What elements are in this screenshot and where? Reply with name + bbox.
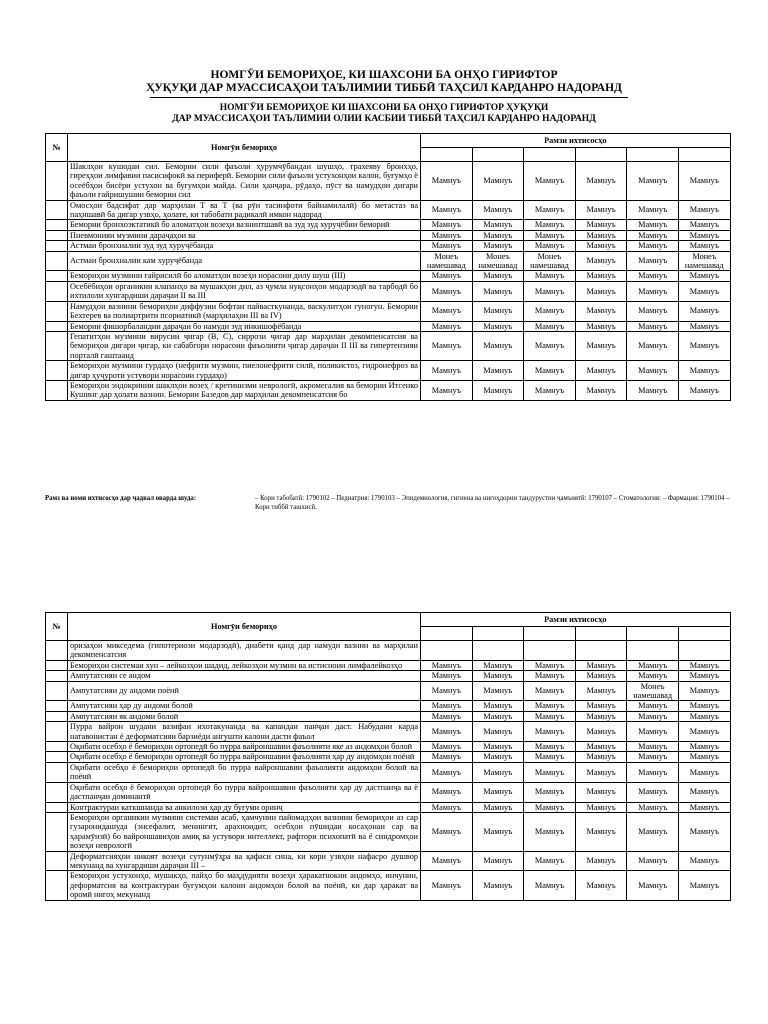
row-number-cell [46, 331, 68, 360]
disease-table-2 [45, 612, 731, 901]
disease-name-cell: Пурра вайрон шудани вазифаи ихотакунанда ва капандаи панҷаи даст. Набудани карда натавонистан ё деформатсияи барзиёди ангушти калони дасти фаъол [68, 722, 421, 742]
row-number-cell [46, 200, 68, 220]
header-disease-name: Номгӯи бемориҳо [68, 134, 421, 162]
table-row [46, 162, 731, 201]
restriction-cell: Мамнуъ [678, 271, 730, 281]
title-line-1: НОМГӮИ БЕМОРИҲОЕ, КИ ШАХСОНИ БА ОНҲО ГИРИФТОР [210, 69, 558, 81]
restriction-cell: Мамнуъ [421, 271, 473, 281]
restriction-cell: Мамнуъ [472, 802, 524, 812]
restriction-cell: Мамнуъ [472, 380, 524, 400]
disease-name-cell: Контрактураи каткшнанда ва анкилози ҳар ду буғуми оринҷ [68, 802, 421, 812]
restriction-cell: Мамнуъ [472, 671, 524, 681]
restriction-cell: Мамнуъ [575, 251, 627, 271]
restriction-cell: Мамнуъ [472, 812, 524, 851]
table-row [46, 851, 731, 871]
table-1-body [46, 162, 731, 401]
restriction-cell: Мамнуъ [575, 681, 627, 701]
restriction-cell: Мамнуъ [575, 782, 627, 802]
table-row [46, 281, 731, 301]
disease-name-cell: Шаклҳои кушодаи сил. Бемории сили фаъоли ҳурумчӯбандаи шушҳо, трахеяву бронхҳо, гиреҳҳои лимфавии пасисифокӣ ва периферӣ. Бемории сили фаъоли устухонҳои калон, буғумҳо ё осеёбҳои бисёри устухон ва буғумҳои майда. Сили ҳанҷара, рӯдаҳо, пӯст ва намудҳои дигари фаъоли ғайришушии бемории сил [68, 162, 421, 201]
disease-name-cell: Бемориҳои музмини ғайрисилӣ бо аломатҳои возеҳи норасоии дилу шуш (III) [68, 271, 421, 281]
restriction-cell: Мамнуъ [421, 660, 473, 670]
disease-name-cell: Ампутатсияи як андоми болоӣ [68, 711, 421, 721]
restriction-cell: Мамнуъ [472, 361, 524, 381]
row-number-cell [46, 752, 68, 762]
header-specialty-codes: Рамзи ихтисосҳо [421, 134, 731, 148]
row-number-cell [46, 641, 68, 661]
restriction-cell: Мамнуъ [472, 742, 524, 752]
restriction-cell: Мамнуъ [575, 220, 627, 230]
restriction-cell: Мамнуъ [524, 380, 576, 400]
restriction-cell [678, 641, 730, 661]
code-cell [678, 148, 730, 162]
restriction-cell: Мамнуъ [575, 871, 627, 900]
restriction-cell: Мамнуъ [421, 241, 473, 251]
restriction-cell: Мамнуъ [524, 271, 576, 281]
restriction-cell: Мамнуъ [421, 752, 473, 762]
restriction-cell: Мамнуъ [627, 871, 679, 900]
document-title [0, 69, 768, 95]
table-row [46, 681, 731, 701]
restriction-cell: Мамнуъ [472, 220, 524, 230]
restriction-cell: Мамнуъ [678, 782, 730, 802]
restriction-cell: Мамнуъ [627, 762, 679, 782]
row-number-cell [46, 871, 68, 900]
code-cell [421, 627, 473, 641]
row-number-cell [46, 711, 68, 721]
row-number-cell [46, 660, 68, 670]
restriction-cell: Мамнуъ [627, 241, 679, 251]
restriction-cell: Мамнуъ [472, 162, 524, 201]
restriction-cell: Мамнуъ [421, 321, 473, 331]
table-row [46, 701, 731, 711]
disease-name-cell: Астмаи бронхиалии зуд зуд хуруҷёбанда [68, 241, 421, 251]
legend-text: – Кори табобатӣ: 1790102 – Педиатрия: 1790103 – Эпидемиология, гигиена ва нигоҳдории тандурустии ҷамъиятӣ: 1790107 – Стоматология: – Фармация: 1790104 – Кори тиббӣ ташхисӣ. [255, 495, 730, 511]
restriction-cell: Мамнуъ [678, 722, 730, 742]
restriction-cell: Мамнуъ [524, 331, 576, 360]
restriction-cell: Мамнуъ [678, 380, 730, 400]
title-divider [150, 97, 628, 98]
restriction-cell: Мамнуъ [627, 162, 679, 201]
restriction-cell: Мамнуъ [627, 802, 679, 812]
table-row [46, 271, 731, 281]
disease-name-cell: Бемориҳои системаи хун – лейкозҳои шадид, лейкозҳои музмин ва истисноии лимфалейкозҳо [68, 660, 421, 670]
row-number-cell [46, 782, 68, 802]
table-row [46, 742, 731, 752]
restriction-cell: Мамнуъ [421, 762, 473, 782]
table-row [46, 802, 731, 812]
restriction-cell: Мамнуъ [678, 331, 730, 360]
table-row [46, 782, 731, 802]
table-row [46, 220, 731, 230]
restriction-cell: Мамнуъ [627, 281, 679, 301]
restriction-cell: Мамнуъ [472, 321, 524, 331]
restriction-cell: Мамнуъ [575, 851, 627, 871]
restriction-cell: Монеъ намешавад [421, 251, 473, 271]
restriction-cell: Мамнуъ [524, 241, 576, 251]
restriction-cell: Мамнуъ [627, 331, 679, 360]
row-number-cell [46, 162, 68, 201]
restriction-cell: Мамнуъ [627, 711, 679, 721]
restriction-cell: Мамнуъ [627, 301, 679, 321]
table-row [46, 380, 731, 400]
row-number-cell [46, 762, 68, 782]
restriction-cell: Мамнуъ [678, 660, 730, 670]
restriction-cell [421, 641, 473, 661]
restriction-cell: Мамнуъ [472, 752, 524, 762]
table-row [46, 711, 731, 721]
restriction-cell: Мамнуъ [421, 671, 473, 681]
restriction-cell: Мамнуъ [524, 802, 576, 812]
restriction-cell: Мамнуъ [524, 162, 576, 201]
row-number-cell [46, 271, 68, 281]
disease-name-cell: оризаҳои микседема (гипотериози модарзодӣ), диабети қанд дар намуди вазнин ва марҳилаи декомпенсатсия [68, 641, 421, 661]
restriction-cell: Мамнуъ [421, 162, 473, 201]
header-specialty-codes: Рамзи ихтисосҳо [421, 613, 731, 627]
disease-name-cell: Пневмонияи музмини дараҷаҳои ва [68, 230, 421, 240]
restriction-cell: Мамнуъ [524, 321, 576, 331]
restriction-cell: Мамнуъ [421, 722, 473, 742]
row-number-cell [46, 671, 68, 681]
restriction-cell: Мамнуъ [421, 361, 473, 381]
restriction-cell [472, 641, 524, 661]
restriction-cell: Мамнуъ [627, 671, 679, 681]
restriction-cell: Мамнуъ [575, 321, 627, 331]
code-cell [678, 627, 730, 641]
restriction-cell: Мамнуъ [524, 301, 576, 321]
restriction-cell: Мамнуъ [421, 380, 473, 400]
table-row [46, 200, 731, 220]
document-subtitle [0, 103, 768, 125]
restriction-cell: Мамнуъ [627, 782, 679, 802]
disease-name-cell: Оқибати осебҳо ё бемориҳои ортопедӣ бо пурра вайроншавии фаъолияти яке аз андомҳои болоӣ [68, 742, 421, 752]
row-number-cell [46, 851, 68, 871]
restriction-cell: Мамнуъ [421, 812, 473, 851]
restriction-cell: Мамнуъ [421, 851, 473, 871]
restriction-cell: Монеъ намешавад [678, 251, 730, 271]
disease-name-cell: Ампутатсияи се андом [68, 671, 421, 681]
table-row [46, 722, 731, 742]
restriction-cell: Мамнуъ [627, 361, 679, 381]
restriction-cell: Мамнуъ [627, 742, 679, 752]
row-number-cell [46, 380, 68, 400]
restriction-cell: Мамнуъ [421, 220, 473, 230]
restriction-cell: Мамнуъ [524, 762, 576, 782]
restriction-cell: Мамнуъ [421, 331, 473, 360]
code-cell [627, 627, 679, 641]
restriction-cell: Мамнуъ [678, 752, 730, 762]
restriction-cell: Мамнуъ [678, 220, 730, 230]
restriction-cell: Мамнуъ [627, 660, 679, 670]
disease-name-cell: Гепатитҳои музмини вирусии ҷигар (В, С), сиррози ҷигар дар марҳилаи декомпенсатсия ва бемориҳои дигари ҷигар, ки сабабгори норасоии фаъолияти ҷигар дараҷаи II III ва гипертензияи порталӣ гаштаанд [68, 331, 421, 360]
code-cell [472, 627, 524, 641]
restriction-cell: Мамнуъ [575, 361, 627, 381]
restriction-cell: Мамнуъ [678, 241, 730, 251]
table-row [46, 361, 731, 381]
restriction-cell: Мамнуъ [678, 162, 730, 201]
restriction-cell: Мамнуъ [575, 762, 627, 782]
restriction-cell: Мамнуъ [627, 230, 679, 240]
row-number-cell [46, 701, 68, 711]
restriction-cell: Мамнуъ [627, 321, 679, 331]
code-cell [524, 148, 576, 162]
restriction-cell: Мамнуъ [627, 220, 679, 230]
restriction-cell: Мамнуъ [472, 230, 524, 240]
restriction-cell: Мамнуъ [524, 812, 576, 851]
disease-name-cell: Бемориҳои органикии музмини системаи асаб, ҳамчунин пайомадҳои вазнини бемориҳои аз сар гузаронидашуда (энсефалит, менингит, арахноидит, осебҳои пӯшидаи косаҳонаи сар ва ҳарамӯизӣ) бо вайроншавиҳои амиқ ва устувори интеллект, рафтори психопатӣ ва ё синдромҳои возеҳи неврологӣ [68, 812, 421, 851]
restriction-cell: Мамнуъ [678, 230, 730, 240]
disease-name-cell: Астмаи бронхиалии кам хуруҷёбанда [68, 251, 421, 271]
disease-name-cell: Бемориҳои эндокринии шаклҳои возеҳ / кретинизми неврологӣ, акромегалия ва бемории Итсенко Кушинг дар ҳолати вазнин. Бемории Базедов дар марҳилаи декомпенсатсия бо [68, 380, 421, 400]
restriction-cell: Мамнуъ [524, 722, 576, 742]
restriction-cell: Мамнуъ [575, 752, 627, 762]
legend-label: Рамз ва номи ихтисосҳо дар ҷадвал оварда шуда: [45, 495, 197, 502]
disease-name-cell: Оқибати осебҳо ё бемориҳои ортопедӣ бо пурра вайроншавии фаъолияти ҳар ду андомҳои поёнӣ [68, 752, 421, 762]
table-row [46, 660, 731, 670]
disease-name-cell: Ампутатсияи ҳар ду андоми болоӣ [68, 701, 421, 711]
restriction-cell: Мамнуъ [524, 871, 576, 900]
restriction-cell: Мамнуъ [472, 681, 524, 701]
restriction-cell: Мамнуъ [575, 281, 627, 301]
disease-name-cell: Оқибати осебҳо ё бемориҳои ортопедӣ бо пурра вайроншавии фаъолияти андомҳои болоӣ ва поёнӣ [68, 762, 421, 782]
disease-name-cell: Осебёбиҳои органикии клапанҳо ва мушакҳои дил, аз ҷумла нуқсонҳои модарзодӣ ва тарбодӣ бо ихтилоли хунгардиши дараҷаи II ва III [68, 281, 421, 301]
restriction-cell [575, 641, 627, 661]
restriction-cell: Мамнуъ [421, 230, 473, 240]
restriction-cell: Мамнуъ [472, 271, 524, 281]
restriction-cell: Мамнуъ [575, 301, 627, 321]
table-row [46, 752, 731, 762]
restriction-cell: Мамнуъ [421, 200, 473, 220]
table-row [46, 230, 731, 240]
restriction-cell: Мамнуъ [472, 762, 524, 782]
restriction-cell: Мамнуъ [575, 162, 627, 201]
restriction-cell: Мамнуъ [524, 200, 576, 220]
table-row [46, 812, 731, 851]
row-number-cell [46, 722, 68, 742]
restriction-cell: Мамнуъ [678, 851, 730, 871]
restriction-cell: Мамнуъ [421, 701, 473, 711]
table-row [46, 871, 731, 900]
restriction-cell [524, 641, 576, 661]
disease-name-cell: Деформатсияҳои никоят возеҳи сутунмӯҳра ва қафаси сина, ки кори узвҳои нафасро душвор мекунанд ва хунгардиши дараҷаи III – [68, 851, 421, 871]
restriction-cell: Мамнуъ [472, 241, 524, 251]
restriction-cell: Мамнуъ [678, 281, 730, 301]
code-cell [627, 148, 679, 162]
restriction-cell: Мамнуъ [472, 722, 524, 742]
restriction-cell: Мамнуъ [575, 802, 627, 812]
restriction-cell: Мамнуъ [575, 271, 627, 281]
table-row [46, 301, 731, 321]
restriction-cell: Мамнуъ [524, 220, 576, 230]
table-row [46, 251, 731, 271]
header-number: № [46, 613, 68, 641]
restriction-cell: Мамнуъ [575, 200, 627, 220]
restriction-cell: Мамнуъ [524, 671, 576, 681]
disease-name-cell: Бемории фишорбаландии дараҷаи бо намуди зуд инкишофёбанда [68, 321, 421, 331]
row-number-cell [46, 361, 68, 381]
restriction-cell: Мамнуъ [678, 671, 730, 681]
row-number-cell [46, 251, 68, 271]
restriction-cell: Мамнуъ [575, 380, 627, 400]
restriction-cell [627, 641, 679, 661]
restriction-cell: Мамнуъ [472, 200, 524, 220]
restriction-cell: Мамнуъ [627, 851, 679, 871]
restriction-cell: Монеъ намешавад [524, 251, 576, 271]
restriction-cell: Мамнуъ [421, 711, 473, 721]
restriction-cell: Мамнуъ [678, 321, 730, 331]
subtitle-line-1: НОМГӮИ БЕМОРИҲОЕ КИ ШАХСОНИ БА ОНҲО ГИРИФТОР ҲУҚУҚИ [219, 103, 549, 113]
restriction-cell: Мамнуъ [627, 251, 679, 271]
title-line-2: ҲУҚУҚИ ДАР МУАССИСАҲОИ ТАЪЛИМИИ ТИББӢ ТАҲСИЛ КАРДАНРО НАДОРАНД [146, 82, 622, 94]
restriction-cell: Мамнуъ [472, 782, 524, 802]
restriction-cell: Мамнуъ [678, 742, 730, 752]
code-cell [524, 627, 576, 641]
row-number-cell [46, 241, 68, 251]
table-row [46, 641, 731, 661]
restriction-cell: Мамнуъ [472, 281, 524, 301]
row-number-cell [46, 301, 68, 321]
restriction-cell: Мамнуъ [524, 361, 576, 381]
restriction-cell: Мамнуъ [524, 851, 576, 871]
row-number-cell [46, 230, 68, 240]
restriction-cell: Мамнуъ [472, 301, 524, 321]
restriction-cell: Монеъ намешавад [627, 681, 679, 701]
disease-name-cell: Бемориҳои устухонҳо, мушакҳо, пайҳо бо маҳдудияти возеҳи ҳаракатнокии андомҳо, инчунин, деформатсия ва контрактураи буғумҳои калони андомҳои болоӣ ва поёнӣ, ки дар ҳаракат ва оромӣ нигоҳ мекунанд [68, 871, 421, 900]
table-row [46, 671, 731, 681]
code-cell [472, 148, 524, 162]
restriction-cell: Мамнуъ [678, 802, 730, 812]
restriction-cell: Мамнуъ [524, 742, 576, 752]
restriction-cell: Мамнуъ [575, 701, 627, 711]
restriction-cell: Мамнуъ [421, 742, 473, 752]
restriction-cell: Мамнуъ [472, 851, 524, 871]
table-row [46, 321, 731, 331]
disease-table-1 [45, 133, 731, 401]
restriction-cell: Мамнуъ [575, 722, 627, 742]
restriction-cell: Мамнуъ [421, 871, 473, 900]
restriction-cell: Мамнуъ [472, 331, 524, 360]
restriction-cell: Мамнуъ [524, 782, 576, 802]
restriction-cell: Мамнуъ [472, 711, 524, 721]
restriction-cell: Мамнуъ [627, 200, 679, 220]
restriction-cell: Мамнуъ [575, 331, 627, 360]
table-row [46, 241, 731, 251]
row-number-cell [46, 802, 68, 812]
restriction-cell: Мамнуъ [678, 711, 730, 721]
restriction-cell: Мамнуъ [627, 752, 679, 762]
restriction-cell: Мамнуъ [627, 701, 679, 711]
table-2-body [46, 641, 731, 901]
code-cell [575, 627, 627, 641]
restriction-cell: Мамнуъ [575, 812, 627, 851]
code-cell [421, 148, 473, 162]
restriction-cell: Монеъ намешавад [472, 251, 524, 271]
row-number-cell [46, 220, 68, 230]
restriction-cell: Мамнуъ [678, 701, 730, 711]
restriction-cell: Мамнуъ [678, 812, 730, 851]
restriction-cell: Мамнуъ [421, 802, 473, 812]
row-number-cell [46, 681, 68, 701]
restriction-cell: Мамнуъ [575, 742, 627, 752]
restriction-cell: Мамнуъ [678, 871, 730, 900]
row-number-cell [46, 321, 68, 331]
code-cell [575, 148, 627, 162]
restriction-cell: Мамнуъ [575, 241, 627, 251]
restriction-cell: Мамнуъ [627, 722, 679, 742]
restriction-cell: Мамнуъ [575, 671, 627, 681]
disease-name-cell: Омосҳои бадсифат дар марҳилаи Т ва Т (ва рӯи тасинфоти байнамилалӣ) бо метастаз ва паҳншавӣ ба дигар узвҳо, ҳолате, ки табобати радикалӣ имкон надорад [68, 200, 421, 220]
row-number-cell [46, 281, 68, 301]
header-disease-name: Номгӯи бемориҳо [68, 613, 421, 641]
restriction-cell: Мамнуъ [421, 281, 473, 301]
restriction-cell: Мамнуъ [421, 301, 473, 321]
restriction-cell: Мамнуъ [524, 701, 576, 711]
restriction-cell: Мамнуъ [524, 281, 576, 301]
disease-name-cell: Ампутатсияи ду андоми поёнӣ [68, 681, 421, 701]
restriction-cell: Мамнуъ [678, 762, 730, 782]
table-row [46, 762, 731, 782]
restriction-cell: Мамнуъ [524, 681, 576, 701]
restriction-cell: Мамнуъ [678, 200, 730, 220]
restriction-cell: Мамнуъ [472, 660, 524, 670]
restriction-cell: Мамнуъ [575, 230, 627, 240]
disease-name-cell: Бемориҳои музмини гурдаҳо (нефрити музмин, пиелонефрити силӣ, поликистоз, гидронефроз ва дигар ҳуҷуроти устувори норасоии гурдаҳо) [68, 361, 421, 381]
restriction-cell: Мамнуъ [678, 301, 730, 321]
restriction-cell: Мамнуъ [575, 711, 627, 721]
table-row [46, 331, 731, 360]
row-number-cell [46, 742, 68, 752]
restriction-cell: Мамнуъ [627, 380, 679, 400]
restriction-cell: Мамнуъ [524, 711, 576, 721]
restriction-cell: Мамнуъ [421, 782, 473, 802]
restriction-cell: Мамнуъ [524, 752, 576, 762]
restriction-cell: Мамнуъ [524, 230, 576, 240]
restriction-cell: Мамнуъ [472, 871, 524, 900]
restriction-cell: Мамнуъ [627, 812, 679, 851]
restriction-cell: Мамнуъ [678, 361, 730, 381]
restriction-cell: Мамнуъ [421, 681, 473, 701]
restriction-cell: Мамнуъ [524, 660, 576, 670]
disease-name-cell: Намудҳои вазнини бемориҳои диффузии бофтаи пайвасткунанда, васкулитҳои гуногун. Бемории Бехтерев ва полиартрити псориатикӣ (марҳилаҳои III ва IV) [68, 301, 421, 321]
restriction-cell: Мамнуъ [472, 701, 524, 711]
disease-name-cell: Бемории бронхоэктатикӣ бо аломатҳои возеҳи вазнинтшавӣ ва зуд зуд хуруҷёбии бемориӣ [68, 220, 421, 230]
row-number-cell [46, 812, 68, 851]
restriction-cell: Мамнуъ [627, 271, 679, 281]
restriction-cell: Мамнуъ [575, 660, 627, 670]
restriction-cell: Мамнуъ [678, 681, 730, 701]
header-number: № [46, 134, 68, 162]
subtitle-line-2: ДАР МУАССИСАҲОИ ТАЪЛИМИИ ОЛИИ КАСБИИ ТИББӢ ТАҲСИЛ КАРДАНРО НАДОРАНД [172, 114, 596, 124]
disease-name-cell: Оқибати осебҳо ё бемориҳои ортопедӣ бо пурра вайроншавии фаъолияти ҳар ду дастпанҷа ва ё дастпанҷаи доминантӣ [68, 782, 421, 802]
